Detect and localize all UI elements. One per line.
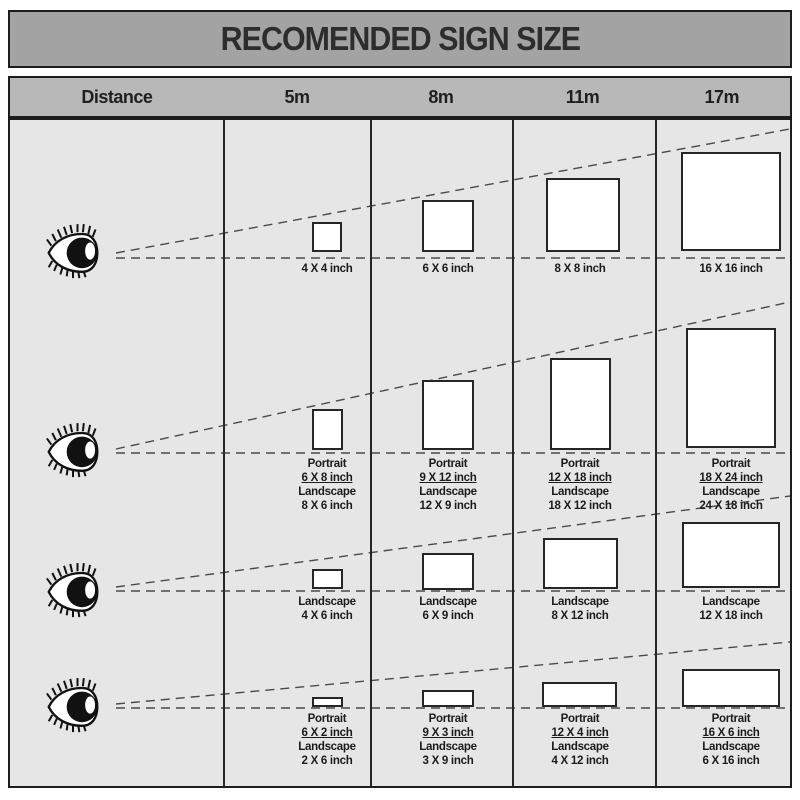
size-value: 6 X 6 inch [422, 261, 474, 275]
orientation-label: Portrait [560, 711, 600, 725]
size-label [265, 594, 390, 622]
sign-rect-portrait-17m [686, 328, 776, 448]
sign-rect-banner-5m [312, 697, 343, 707]
size-value: 9 X 12 inch [419, 470, 477, 484]
orientation-label: Portrait [307, 711, 347, 725]
size-value: 6 X 2 inch [301, 725, 353, 739]
size-value: 18 X 24 inch [699, 470, 763, 484]
size-value: 24 X 18 inch [699, 498, 763, 512]
size-label [669, 711, 794, 767]
header-11m: 11m [565, 86, 600, 107]
table-body [8, 118, 792, 788]
size-value: 3 X 9 inch [422, 753, 474, 767]
size-label [518, 261, 643, 275]
size-label [518, 456, 643, 512]
size-value: 4 X 12 inch [551, 753, 609, 767]
orientation-label: Portrait [711, 711, 751, 725]
sign-rect-banner-8m [422, 690, 474, 707]
sign-rect-landscape-17m [682, 522, 780, 588]
eye-icon [46, 677, 100, 735]
orientation-label: Landscape [702, 484, 760, 498]
size-label [386, 261, 511, 275]
orientation-label: Portrait [428, 456, 468, 470]
size-value: 2 X 6 inch [301, 753, 353, 767]
column-divider [655, 120, 657, 786]
sign-rect-banner-11m [542, 682, 617, 707]
size-value: 6 X 9 inch [422, 608, 474, 622]
orientation-label: Portrait [560, 456, 600, 470]
header-distance: Distance [81, 86, 153, 107]
size-label [265, 261, 390, 275]
orientation-label: Landscape [551, 484, 609, 498]
size-value: 6 X 8 inch [301, 470, 353, 484]
size-value: 6 X 16 inch [702, 753, 760, 767]
size-value: 12 X 9 inch [419, 498, 477, 512]
column-divider [512, 120, 514, 786]
size-label [518, 594, 643, 622]
orientation-label: Landscape [551, 594, 609, 608]
header-5m: 5m [284, 86, 310, 107]
size-label [265, 711, 390, 767]
sign-rect-portrait-8m [422, 380, 474, 450]
size-label [386, 711, 511, 767]
table-header-row [8, 76, 792, 118]
size-value: 8 X 6 inch [301, 498, 353, 512]
size-value: 9 X 3 inch [422, 725, 474, 739]
size-label [386, 594, 511, 622]
size-value: 8 X 12 inch [551, 608, 609, 622]
size-label [265, 456, 390, 512]
orientation-label: Landscape [702, 739, 760, 753]
sign-rect-landscape-11m [543, 538, 618, 589]
sign-rect-square-5m [312, 222, 342, 252]
size-label [669, 261, 794, 275]
header-8m: 8m [428, 86, 454, 107]
page-title: RECOMENDED SIGN SIZE [220, 20, 580, 57]
column-divider [370, 120, 372, 786]
sign-rect-landscape-5m [312, 569, 343, 589]
column-divider [223, 120, 225, 786]
size-value: 12 X 18 inch [699, 608, 763, 622]
size-value: 18 X 12 inch [548, 498, 612, 512]
size-label [669, 594, 794, 622]
orientation-label: Landscape [419, 594, 477, 608]
size-value: 4 X 4 inch [301, 261, 353, 275]
size-value: 4 X 6 inch [301, 608, 353, 622]
sign-rect-square-17m [681, 152, 781, 251]
orientation-label: Landscape [298, 594, 356, 608]
orientation-label: Portrait [428, 711, 468, 725]
size-value: 16 X 16 inch [699, 261, 763, 275]
header-17m: 17m [704, 86, 739, 107]
orientation-label: Landscape [419, 739, 477, 753]
size-value: 12 X 18 inch [548, 470, 612, 484]
orientation-label: Landscape [298, 484, 356, 498]
sight-lines [10, 120, 790, 786]
sign-rect-landscape-8m [422, 553, 474, 590]
size-value: 8 X 8 inch [554, 261, 606, 275]
size-label [669, 456, 794, 512]
orientation-label: Landscape [298, 739, 356, 753]
sign-rect-portrait-5m [312, 409, 343, 450]
sign-rect-portrait-11m [550, 358, 611, 450]
orientation-label: Landscape [551, 739, 609, 753]
eye-icon [46, 562, 100, 620]
orientation-label: Portrait [711, 456, 751, 470]
sign-rect-square-8m [422, 200, 474, 252]
title-bar [8, 10, 792, 68]
orientation-label: Landscape [419, 484, 477, 498]
size-value: 12 X 4 inch [551, 725, 609, 739]
size-value: 16 X 6 inch [702, 725, 760, 739]
eye-icon [46, 223, 100, 281]
sign-rect-banner-17m [682, 669, 780, 707]
size-label [386, 456, 511, 512]
orientation-label: Landscape [702, 594, 760, 608]
sign-rect-square-11m [546, 178, 620, 252]
eye-icon [46, 422, 100, 480]
size-label [518, 711, 643, 767]
orientation-label: Portrait [307, 456, 347, 470]
